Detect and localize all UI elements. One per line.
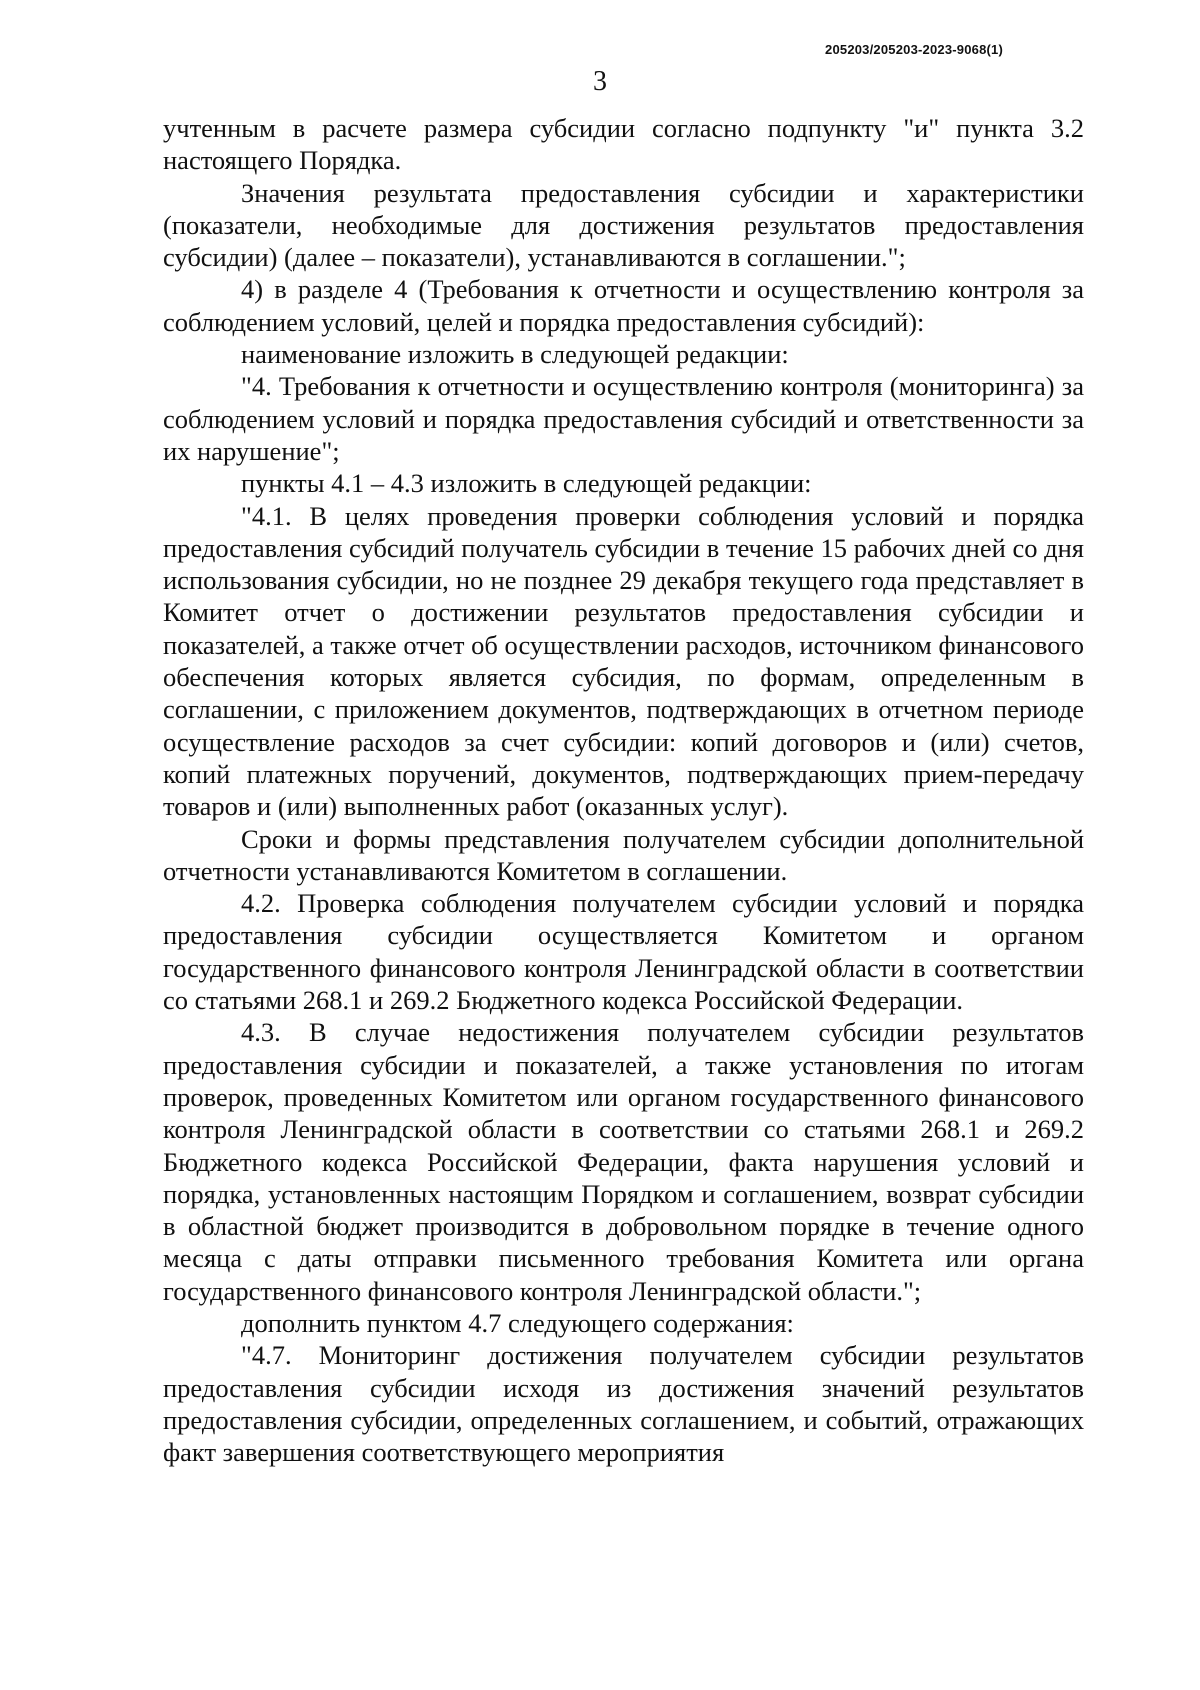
paragraph-section-4-title: "4. Требования к отчетности и осуществлению контроля (мониторинга) за соблюдением условий и порядка предоставления субсидий и ответственности за их нарушение";	[163, 371, 1084, 466]
paragraph-item-4-3: 4.3. В случае недостижения получателем субсидии результатов предоставления субсидии и показателей, а также установления по итогам проверок, проведенных Комитетом или органом государственного финансового контроля Ленинградской области в соответствии со статьями 268.1 и 269.2 Бюджетного кодекса Российской Федерации, факта нарушения условий и порядка, установленных настоящим Порядком и соглашением, возврат субсидии в областной бюджет производится в добровольном порядке в течение одного месяца с даты отправки письменного требования Комитета или органа государственного финансового контроля Ленинградской области.";	[163, 1017, 1084, 1306]
paragraph-item-4-2: 4.2. Проверка соблюдения получателем субсидии условий и порядка предоставления субсидии осуществляется Комитетом и органом государственного финансового контроля Ленинградской области в соответствии со статьями 268.1 и 269.2 Бюджетного кодекса Российской Федерации.	[163, 888, 1084, 1016]
paragraph-result-values: Значения результата предоставления субсидии и характеристики (показатели, необходимые для достижения результатов предоставления субсидии) (далее – показатели), устанавливаются в соглашении.";	[163, 177, 1084, 273]
document-body	[163, 112, 1084, 1468]
paragraph-add-item-instruction: дополнить пунктом 4.7 следующего содержания:	[241, 1307, 794, 1338]
paragraph-continuation: учтенным в расчете размера субсидии согласно подпункту "и" пункта 3.2 настоящего Порядка.	[163, 113, 1084, 176]
paragraph-reporting-terms: Сроки и формы представления получателем субсидии дополнительной отчетности устанавливаются Комитетом в соглашении.	[163, 823, 1084, 886]
paragraph-items-instruction: пункты 4.1 – 4.3 изложить в следующей редакции:	[241, 468, 812, 499]
paragraph-item-4-7: "4.7. Мониторинг достижения получателем субсидии результатов предоставления субсидии исходя из достижения значений результатов предоставления субсидии, определенных соглашением, и событий, отражающих факт завершения соответствующего мероприятия	[163, 1340, 1084, 1468]
paragraph-title-instruction: наименование изложить в следующей редакции:	[241, 339, 789, 370]
page-number: 3	[593, 66, 607, 97]
paragraph-item-4-1: "4.1. В целях проведения проверки соблюдения условий и порядка предоставления субсидий получатель субсидии в течение 15 рабочих дней со дня использования субсидии, но не позднее 29 декабря текущего года представляет в Комитет отчет о достижении результатов предоставления субсидии и показателей, а также отчет об осуществлении расходов, источником финансового обеспечения которых является субсидия, по формам, определенным в соглашении, с приложением документов, подтверждающих в отчетном периоде осуществление расходов за счет субсидии: копий договоров и (или) счетов, копий платежных поручений, документов, подтверждающих прием-передачу товаров и (или) выполненных работ (оказанных услуг).	[163, 500, 1084, 822]
document-registration-number: 205203/205203-2023-9068(1)	[825, 42, 1003, 57]
paragraph-section-4-amendment: 4) в разделе 4 (Требования к отчетности и осуществлению контроля за соблюдением условий, целей и порядка предоставления субсидий):	[163, 274, 1084, 337]
